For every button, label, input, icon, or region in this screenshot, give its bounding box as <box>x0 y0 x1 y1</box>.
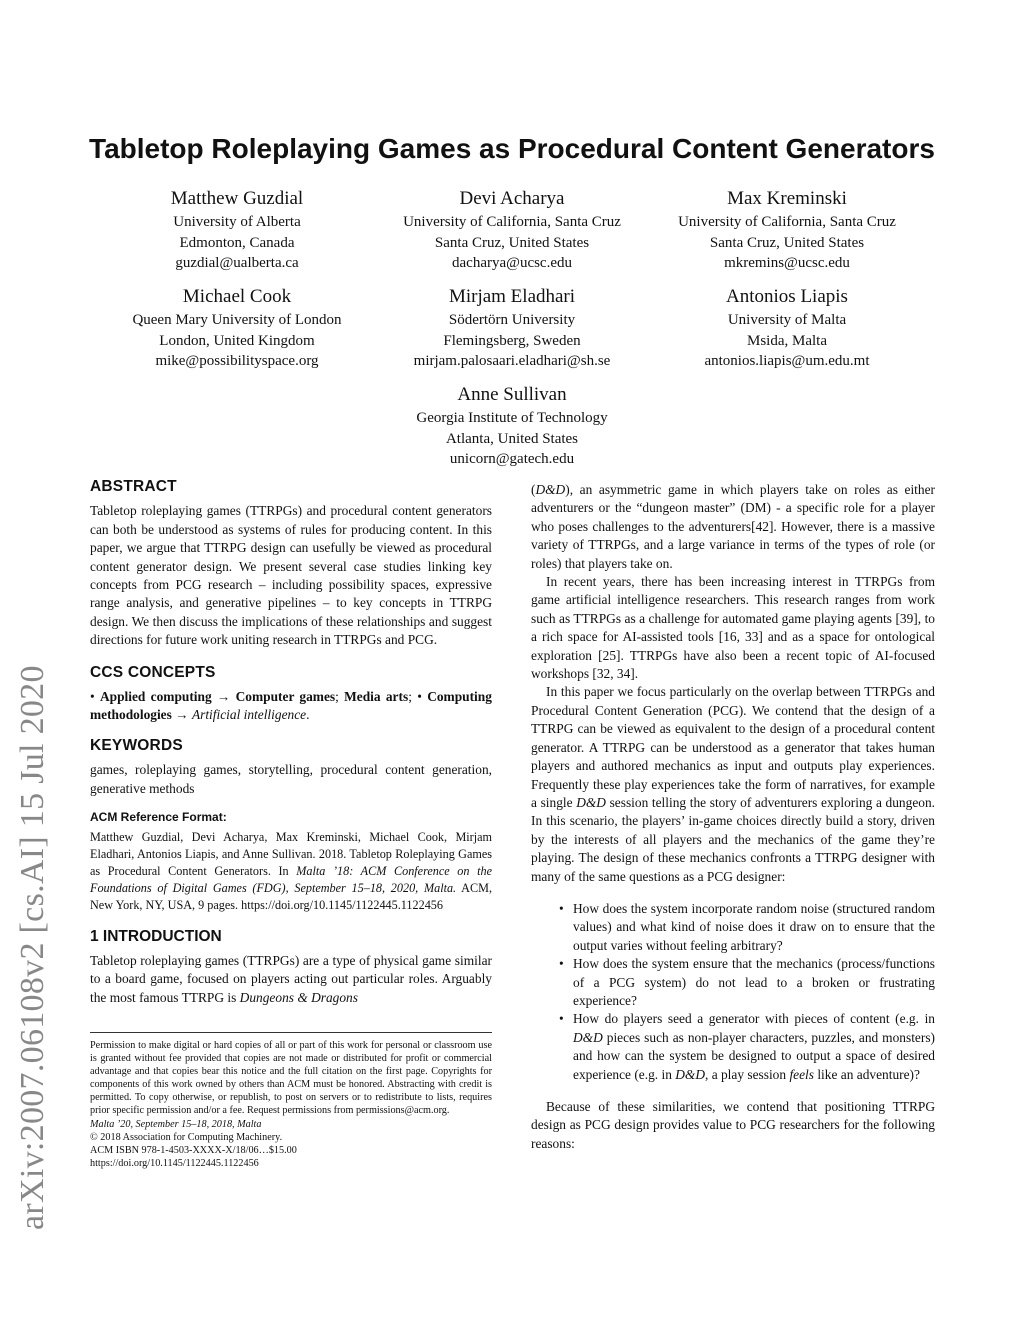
acm-reference-text: Matthew Guzdial, Devi Acharya, Max Kreminski, Michael Cook, Mirjam Eladhari, Antonios Liapis, and Anne Sullivan. 2018. Tabletop Roleplaying Games as Procedural Content Generators. In Malta ’18: ACM Conference on the Foundations of Digital Games (FDG), September 15–18, 2020, Malta. ACM, New York, NY, USA, 9 pages. https://doi.org/10.1145/1122445.1122456 <box>90 829 492 912</box>
ccs-concepts-text: • Applied computing → Computer games; Media arts; • Computing methodologies → Artificial intelligence. <box>90 689 492 723</box>
author-name: Matthew Guzdial <box>170 188 304 209</box>
copyright-footnote <box>90 1032 492 1170</box>
author-location: London, United Kingdom <box>159 332 315 349</box>
author-name: Anne Sullivan <box>457 384 567 405</box>
author-email[interactable]: mirjam.palosaari.eladhari@sh.se <box>413 353 611 369</box>
author-block <box>637 187 937 274</box>
list-item: • How does the system incorporate random noise (structured random values) and what kind of noise does it draw on to ensure that the output varies without feeling arbitrary? <box>559 900 935 953</box>
author-affiliation: Queen Mary University of London <box>132 312 342 328</box>
abstract-heading: ABSTRACT <box>90 478 177 495</box>
author-email[interactable]: guzdial@ualberta.ca <box>175 255 299 271</box>
introduction-paragraph: Tabletop roleplaying games (TTRPGs) are a type of physical game similar to a board game, focused on players acting out particular roles. Arguably the most famous TTRPG is Dungeons & Dragons <box>90 952 492 1005</box>
intro-paragraph-continued: (D&D), an asymmetric game in which players take on roles as either adventurers or the “dungeon master” (DM) - a specific role for a player who poses challenges to the adventurers[42]. However, there is a massive variety of TTRPGs, and a large variance in terms of the types of role (or roles) that players take on. <box>531 482 935 571</box>
author-email[interactable]: mkremins@ucsc.edu <box>724 255 850 271</box>
author-affiliation: University of Malta <box>727 312 847 328</box>
author-email[interactable]: dacharya@ucsc.edu <box>452 255 572 271</box>
left-column <box>90 478 492 1007</box>
intro-paragraph-3: In this paper we focus particularly on the overlap between TTRPGs and Procedural Content Generation (PCG). We contend that the design of a TTRPG can be viewed as equivalent to the design of a procedural content generator. A TTRPG can be understood as a generator that takes human players and authored mechanics as input and outputs play experiences. Frequently these play experiences take the form of narratives, for example a single D&D session telling the story of adventurers exploring a dungeon. In this scenario, the players’ in-game choices directly build a story, driven by the interests of all players and the mechanics of the game they’re playing. The design of these mechanics confronts a TTRPG designer with many of the same questions as a PCG designer: <box>531 684 935 884</box>
author-affiliation: Södertörn University <box>448 312 576 328</box>
author-location: Msida, Malta <box>747 332 827 349</box>
footnote-copyright: © 2018 Association for Computing Machinery. <box>90 1131 283 1143</box>
author-name: Mirjam Eladhari <box>448 286 576 307</box>
author-block <box>87 285 387 372</box>
author-affiliation: University of California, Santa Cruz <box>403 214 621 230</box>
abstract-text: Tabletop roleplaying games (TTRPGs) and procedural content generators can both be understood as systems of rules for producing content. In this paper, we argue that TTRPG design can usefully be viewed as procedural content generator design. We present several case studies linking key concepts from PCG research – including possibility spaces, expressive range analysis, and generative pipelines – to key concepts in TTRPG design. We then discuss the implications of these relationships and suggest directions for future work uniting research in TTRPGs and PCG. <box>90 503 492 648</box>
author-block <box>87 187 387 274</box>
author-affiliation: Georgia Institute of Technology <box>416 410 608 426</box>
author-block <box>362 187 662 274</box>
bullet-icon: • <box>559 900 564 916</box>
bullet-icon: • <box>559 956 564 972</box>
keywords-heading: KEYWORDS <box>90 736 183 754</box>
author-location: Flemingsberg, Sweden <box>443 332 581 349</box>
intro-paragraph-4: Because of these similarities, we contend that positioning TTRPG design as PCG design provides value to PCG researchers for the following reasons: <box>531 1099 935 1151</box>
author-affiliation: University of Alberta <box>173 214 301 230</box>
ccs-concepts-heading: CCS CONCEPTS <box>90 663 216 681</box>
author-affiliation: University of California, Santa Cruz <box>678 214 896 230</box>
footnote-doi[interactable]: https://doi.org/10.1145/1122445.1122456 <box>90 1157 259 1169</box>
author-block <box>637 285 937 372</box>
author-block <box>362 383 662 470</box>
intro-paragraph-2: In recent years, there has been increasing interest in TTRPGs from game artificial intelligence researchers. This research ranges from work such as TTRPGs as a challenge for automated game playing agents [39], to a rich space for AI-assisted tools [16, 33] and as a space for ontological exploration [25]. TTRPGs have also been a recent topic of AI-focused workshops [32, 34]. <box>531 574 935 682</box>
author-name: Devi Acharya <box>459 188 565 209</box>
list-item: • How do players seed a generator with pieces of content (e.g. in D&D pieces such as non-player characters, puzzles, and monsters) and how can the system be designed to output a space of desired experience (e.g. in D&D, a play session feels like an adventure)? <box>559 1011 935 1082</box>
permission-notice: Permission to make digital or hard copies of all or part of this work for personal or classroom use is granted without fee provided that copies are not made or distributed for profit or commercial advantage and that copies bear this notice and the full citation on the first page. Copyrights for components of this work owned by others than ACM must be honored. Abstracting with credit is permitted. To copy otherwise, or republish, to post on servers or to redistribute to lists, requires prior specific permission and/or a fee. Request permissions from permissions@acm.org. <box>90 1040 492 1117</box>
author-location: Atlanta, United States <box>445 430 579 447</box>
right-column <box>531 481 935 1153</box>
author-name: Michael Cook <box>182 286 292 307</box>
author-name: Max Kreminski <box>727 188 847 209</box>
author-name: Antonios Liapis <box>726 286 848 307</box>
arxiv-identifier-stamp: arXiv:2007.06108v2 [cs.AI] 15 Jul 2020 <box>14 665 51 1230</box>
author-email[interactable]: unicorn@gatech.edu <box>449 451 575 467</box>
list-item: • How does the system ensure that the mechanics (process/functions of a PCG system) do not lead to a broken or frustrating experience? <box>559 956 935 1008</box>
author-location: Santa Cruz, United States <box>434 234 590 251</box>
author-block <box>362 285 662 372</box>
acm-reference-heading: ACM Reference Format: <box>90 810 227 825</box>
footnote-venue: Malta ’20, September 15–18, 2018, Malta <box>90 1118 262 1130</box>
author-email[interactable]: antonios.liapis@um.edu.mt <box>704 353 870 369</box>
keywords-text: games, roleplaying games, storytelling, procedural content generation, generative methods <box>90 762 492 796</box>
introduction-heading: 1 INTRODUCTION <box>90 927 222 945</box>
bullet-icon: • <box>559 1011 564 1027</box>
author-location: Santa Cruz, United States <box>709 234 865 251</box>
author-email[interactable]: mike@possibilityspace.org <box>155 353 319 369</box>
author-location: Edmonton, Canada <box>179 234 295 251</box>
paper-title: Tabletop Roleplaying Games as Procedural Content Generators <box>89 133 935 164</box>
footnote-isbn: ACM ISBN 978-1-4503-XXXX-X/18/06…$15.00 <box>90 1144 297 1156</box>
question-list <box>531 900 935 1084</box>
